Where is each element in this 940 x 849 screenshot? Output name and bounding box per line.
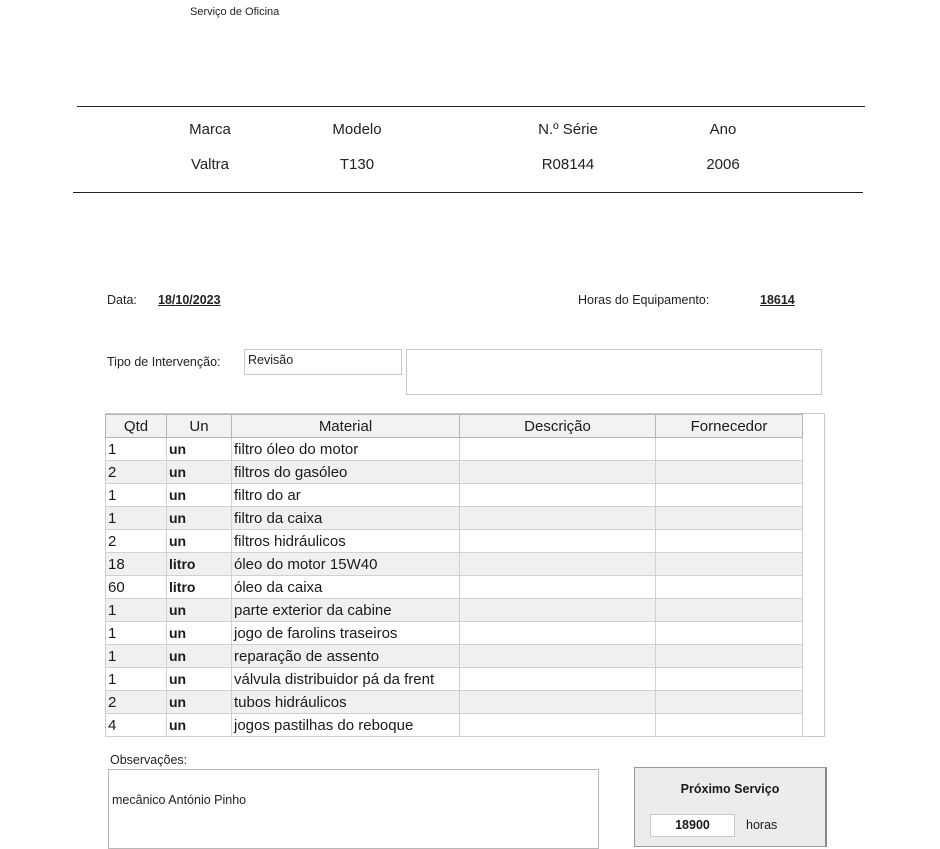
next-service-unit: horas <box>746 818 778 832</box>
table-row[interactable] <box>106 714 803 737</box>
table-row[interactable] <box>106 553 803 576</box>
cell-un[interactable]: un <box>167 484 232 507</box>
cell-qtd[interactable]: 1 <box>106 668 167 691</box>
cell-material[interactable]: óleo do motor 15W40 <box>232 553 460 576</box>
cell-qtd[interactable]: 60 <box>106 576 167 599</box>
cell-material[interactable]: tubos hidráulicos <box>232 691 460 714</box>
observations-box[interactable] <box>108 769 599 849</box>
divider-bottom <box>73 192 863 193</box>
table-row[interactable] <box>106 668 803 691</box>
cell-descricao[interactable] <box>460 691 656 714</box>
table-row[interactable] <box>106 691 803 714</box>
year-header: Ano <box>709 121 737 138</box>
col-header-descricao: Descrição <box>460 415 656 438</box>
cell-qtd[interactable]: 18 <box>106 553 167 576</box>
date-label: Data: <box>107 293 137 307</box>
cell-descricao[interactable] <box>460 438 656 461</box>
cell-un[interactable]: litro <box>167 553 232 576</box>
cell-material[interactable]: filtros do gasóleo <box>232 461 460 484</box>
cell-descricao[interactable] <box>460 714 656 737</box>
next-service-title: Próximo Serviço <box>680 782 780 796</box>
cell-qtd[interactable]: 1 <box>106 622 167 645</box>
observations-label: Observações: <box>110 753 188 767</box>
cell-descricao[interactable] <box>460 622 656 645</box>
cell-qtd[interactable]: 2 <box>106 691 167 714</box>
table-row[interactable] <box>106 484 803 507</box>
divider-top <box>77 106 865 107</box>
cell-qtd[interactable]: 4 <box>106 714 167 737</box>
table-row[interactable] <box>106 645 803 668</box>
cell-fornecedor[interactable] <box>656 576 803 599</box>
next-service-panel <box>634 767 827 847</box>
cell-qtd[interactable]: 1 <box>106 599 167 622</box>
cell-fornecedor[interactable] <box>656 645 803 668</box>
model-value: T130 <box>339 156 375 173</box>
cell-fornecedor[interactable] <box>656 461 803 484</box>
cell-qtd[interactable]: 1 <box>106 645 167 668</box>
observations-text: mecânico António Pinho <box>112 793 247 807</box>
cell-material[interactable]: filtro do ar <box>232 484 460 507</box>
cell-descricao[interactable] <box>460 484 656 507</box>
table-row[interactable] <box>106 507 803 530</box>
cell-un[interactable]: un <box>167 714 232 737</box>
cell-fornecedor[interactable] <box>656 714 803 737</box>
next-service-hours-input[interactable]: 18900 <box>650 814 735 837</box>
cell-un[interactable]: un <box>167 530 232 553</box>
model-header: Modelo <box>332 121 382 138</box>
col-header-fornecedor: Fornecedor <box>656 415 803 438</box>
table-header-row <box>106 415 803 438</box>
col-header-material: Material <box>232 415 460 438</box>
cell-fornecedor[interactable] <box>656 553 803 576</box>
cell-fornecedor[interactable] <box>656 484 803 507</box>
cell-material[interactable]: filtros hidráulicos <box>232 530 460 553</box>
hours-label: Horas do Equipamento: <box>578 293 710 307</box>
cell-material[interactable]: filtro óleo do motor <box>232 438 460 461</box>
cell-un[interactable]: litro <box>167 576 232 599</box>
cell-un[interactable]: un <box>167 438 232 461</box>
cell-descricao[interactable] <box>460 599 656 622</box>
cell-material[interactable]: parte exterior da cabine <box>232 599 460 622</box>
cell-material[interactable]: jogo de farolins traseiros <box>232 622 460 645</box>
cell-fornecedor[interactable] <box>656 668 803 691</box>
cell-descricao[interactable] <box>460 576 656 599</box>
cell-descricao[interactable] <box>460 553 656 576</box>
cell-un[interactable]: un <box>167 507 232 530</box>
cell-fornecedor[interactable] <box>656 599 803 622</box>
table-row[interactable] <box>106 576 803 599</box>
cell-material[interactable]: reparação de assento <box>232 645 460 668</box>
cell-qtd[interactable]: 2 <box>106 530 167 553</box>
cell-fornecedor[interactable] <box>656 691 803 714</box>
cell-un[interactable]: un <box>167 645 232 668</box>
cell-descricao[interactable] <box>460 461 656 484</box>
cell-descricao[interactable] <box>460 645 656 668</box>
table-row[interactable] <box>106 438 803 461</box>
cell-qtd[interactable]: 1 <box>106 438 167 461</box>
cell-descricao[interactable] <box>460 507 656 530</box>
cell-un[interactable]: un <box>167 599 232 622</box>
col-header-qtd: Qtd <box>106 415 167 438</box>
col-header-un: Un <box>167 415 232 438</box>
table-row[interactable] <box>106 599 803 622</box>
intervention-label: Tipo de Intervenção: <box>107 355 221 369</box>
brand-header: Marca <box>189 121 231 138</box>
cell-material[interactable]: válvula distribuidor pá da frent <box>232 668 460 691</box>
cell-fornecedor[interactable] <box>656 438 803 461</box>
table-row[interactable] <box>106 530 803 553</box>
cell-qtd[interactable]: 1 <box>106 484 167 507</box>
cell-fornecedor[interactable] <box>656 507 803 530</box>
serial-header: N.º Série <box>538 121 598 138</box>
brand-value: Valtra <box>190 156 230 173</box>
cell-un[interactable]: un <box>167 461 232 484</box>
cell-descricao[interactable] <box>460 530 656 553</box>
year-value: 2006 <box>706 156 740 173</box>
hours-value: 18614 <box>760 293 795 307</box>
cell-fornecedor[interactable] <box>656 622 803 645</box>
table-row[interactable] <box>106 461 803 484</box>
cell-material[interactable]: filtro da caixa <box>232 507 460 530</box>
cell-qtd[interactable]: 1 <box>106 507 167 530</box>
cell-un[interactable]: un <box>167 622 232 645</box>
cell-un[interactable]: un <box>167 691 232 714</box>
cell-fornecedor[interactable] <box>656 530 803 553</box>
intervention-input[interactable]: Revisão <box>244 349 402 375</box>
materials-table <box>105 414 803 737</box>
cell-material[interactable]: jogos pastilhas do reboque <box>232 714 460 737</box>
table-row[interactable] <box>106 622 803 645</box>
cell-material[interactable]: óleo da caixa <box>232 576 460 599</box>
intervention-notes[interactable] <box>406 349 822 395</box>
service-title: Serviço de Oficina <box>190 6 280 18</box>
serial-value: R08144 <box>541 156 595 173</box>
cell-un[interactable]: un <box>167 668 232 691</box>
cell-descricao[interactable] <box>460 668 656 691</box>
cell-qtd[interactable]: 2 <box>106 461 167 484</box>
date-value: 18/10/2023 <box>158 293 221 307</box>
